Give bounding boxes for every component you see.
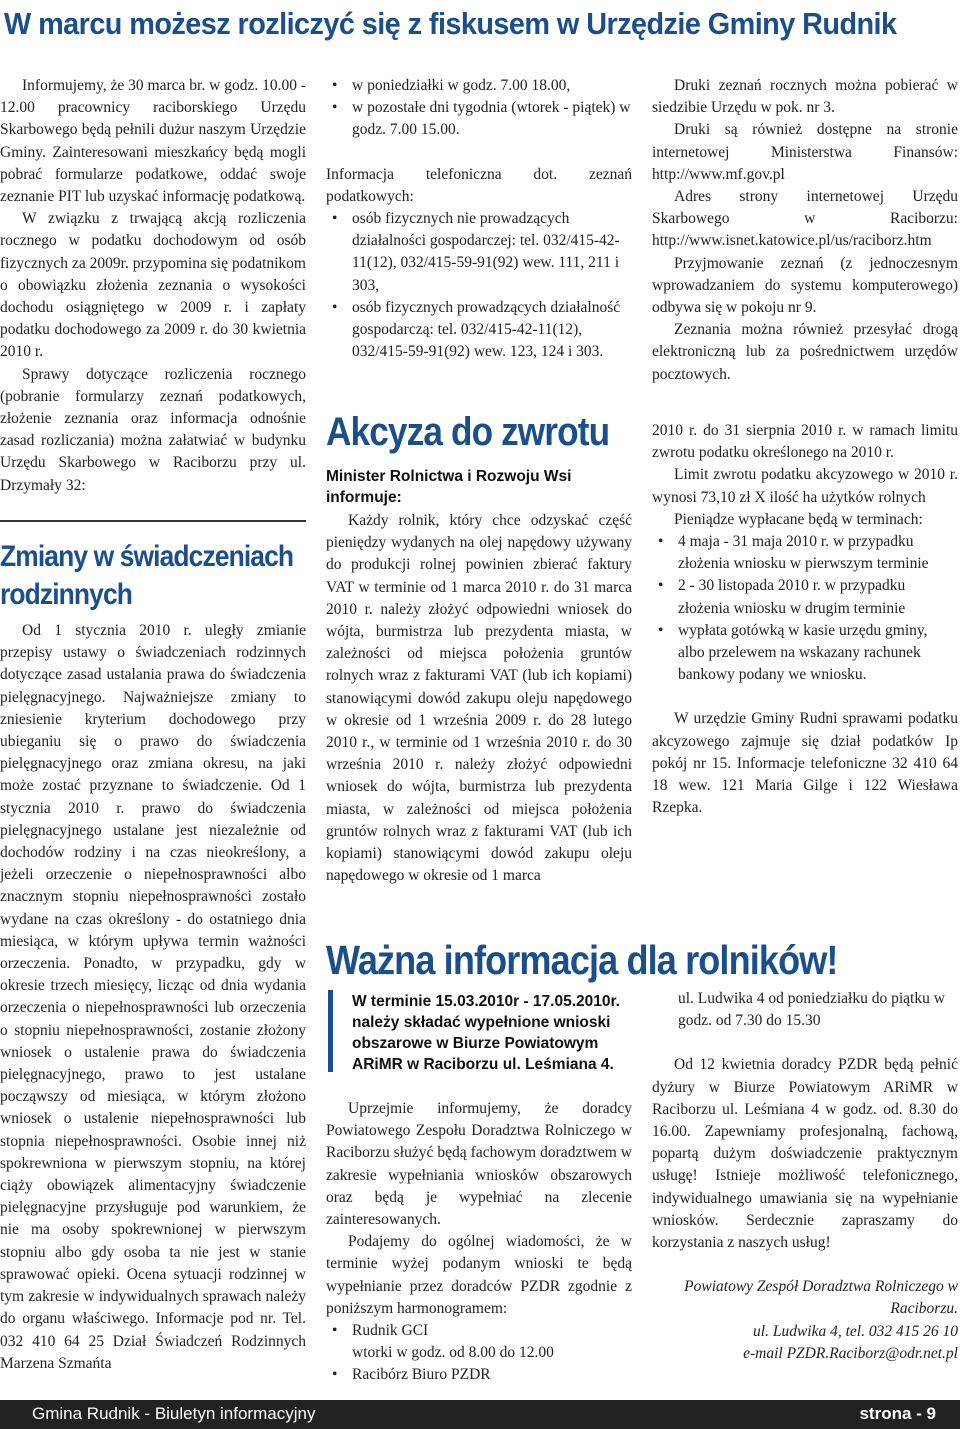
tax-office-article xyxy=(0,75,306,497)
excise-paragraph-4: Pieniądze wypłacane będą w terminach: xyxy=(674,510,923,528)
forms-paragraph: Druki są również dostępne na stronie internetowej Ministerstwa Finansów: http://www.mf.gov.pl xyxy=(652,121,958,183)
excise-paragraph-2: 2010 r. do 31 sierpnia 2010 r. w ramach limitu zwrotu podatku określonego na 2010 r. xyxy=(652,422,958,462)
excise-body xyxy=(326,510,632,887)
signature-line-1: Powiatowy Zespół Doradztwa Rolniczego w Raciborzu. xyxy=(684,1278,958,1318)
phone-list xyxy=(326,208,632,363)
excise-subtitle: Minister Rolnictwa i Rozwoju Wsi informuje: xyxy=(326,468,572,506)
phone-info-label: Informacja telefoniczna dot. zeznań podatkowych: xyxy=(326,165,632,205)
tax-paragraph-2: W związku z trwającą akcją rozliczenia rocznego w podatku dochodowym od osób fizycznych za 2009r. przypomina się podatnikom o obowiązku złożenia zeznania o wysokości dochodu osiągniętego w 2009 r. i zapłaty podatku dochodowego za 2009 r. do 30 kwietnia 2010 r. xyxy=(0,210,306,361)
family-benefits-article xyxy=(0,620,306,1375)
farmers-notice-body xyxy=(326,1098,632,1387)
farmers-notice-subtitle: W terminie 15.03.2010r - 17.05.2010r. należy składać wypełnione wnioski obszarowe w Biurze Powiatowym ARiMR w Raciborzu ul. Leśmiana 4. xyxy=(352,993,620,1073)
office-hours-list xyxy=(326,75,632,142)
schedule-time: wtorki w godz. od 8.00 do 12.00 xyxy=(352,1344,554,1362)
phone-item: • osób fizycznych prowadzących działalność gospodarczą: tel. 032/415-42-11(12), 032/415-59-91(92) wew. 123, 124 i 303. xyxy=(352,297,632,364)
excise-terms-list xyxy=(652,531,958,686)
schedule-continued: ul. Ludwika 4 od poniedziałku do piątku w godz. od 7.30 do 15.30 xyxy=(678,990,945,1030)
signature-line-3: e-mail PZDR.Raciborz@odr.net.pl xyxy=(743,1344,958,1362)
excise-paragraph-3: Limit zwrotu podatku akcyzowego w 2010 r. wynosi 73,10 zł X ilość ha użytków rolnych xyxy=(652,466,958,506)
notice-paragraph-3: Od 12 kwietnia doradcy PZDR będą pełnić dyżury w Biurze Powiatowym ARiMR w Raciborzu ul. Leśmiana 4 w godz. od. 8.30 do 16.00. Zapewniamy profesjonalną, fachową, popartą dużym doświadczenie praktycznym usługę! Istnieje możliwość telefonicznego, indywidualnego umawiania się na wypełnianie wniosków. Serdecznie zapraszamy do korzystania z naszych usług! xyxy=(652,1056,958,1252)
forms-paragraph: Druki zeznań rocznych można pobierać w siedzibie Urzędu w pok. nr 3. xyxy=(652,77,958,117)
schedule-list xyxy=(326,1320,632,1387)
forms-paragraph: Adres strony internetowej Urzędu Skarbowego w Raciborzu: http://www.isnet.katowice.pl/us/raciborz.htm xyxy=(652,188,958,250)
excise-term-item: • 2 - 30 listopada 2010 r. w przypadku złożenia wniosku w drugim terminie xyxy=(678,575,958,619)
family-benefits-title-line-2: rodzinnych xyxy=(0,578,133,611)
notice-accent-bar xyxy=(328,990,333,1072)
farmers-notice-body-continued xyxy=(652,988,958,1365)
page-footer xyxy=(0,1400,960,1429)
schedule-item xyxy=(352,1320,632,1364)
section-divider xyxy=(0,520,306,522)
family-benefits-title-line-1: Zmiany w świadczeniach xyxy=(0,540,294,573)
forms-paragraph: Zeznania można również przesyłać drogą elektroniczną lub za pośrednictwem urzędów pocztowych. xyxy=(652,321,958,383)
excise-term-item: • wypłata gotówką w kasie urzędu gminy, albo przelewem na wskazany rachunek bankowy podany we wniosku. xyxy=(678,620,958,687)
notice-paragraph-2: Podajemy do ogólnej wiadomości, że w terminie wyżej podanym wnioski te będą wypełnianie przez doradców PZDR zgodnie z poniższym harmonogramem: xyxy=(326,1233,632,1317)
schedule-place: Rudnik GCI xyxy=(352,1322,429,1340)
page-title: W marcu możesz rozliczyć się z fiskusem w Urzędzie Gminy Rudnik xyxy=(4,6,897,41)
phone-item: • osób fizycznych nie prowadzących działalności gospodarczej: tel. 032/415-42-11(12), 032/415-59-91(92) wew. 111, 211 i 303, xyxy=(352,208,632,297)
office-hours-item: • w pozostałe dni tygodnia (wtorek - piątek) w godz. 7.00 15.00. xyxy=(352,97,632,141)
office-hours-item: • w poniedziałki w godz. 7.00 18.00, xyxy=(352,75,632,97)
excise-title: Akcyza do zwrotu xyxy=(326,410,610,454)
farmers-notice-title: Ważna informacja dla rolników! xyxy=(326,937,838,983)
notice-paragraph-1: Uprzejmie informujemy, że doradcy Powiatowego Zespołu Doradztwa Rolniczego w Raciborzu służyć będą fachowym doradztwem w zakresie wypełniania wniosków obszarowych oraz będą je wypełniać na zlecenie zainteresowanych. xyxy=(326,1100,632,1229)
excise-paragraph-5: W urzędzie Gminy Rudni sprawami podatku akcyzowego zajmuje się dział podatków Ip pokój nr 15. Informacje telefoniczne 32 410 64 18 wew. 121 Maria Gilge i 122 Wiesława Rzepka. xyxy=(652,710,958,817)
excise-term-item: • 4 maja - 31 maja 2010 r. w przypadku złożenia wniosku w pierwszym terminie xyxy=(678,531,958,575)
footer-page-number: strona - 9 xyxy=(859,1404,936,1423)
tax-paragraph-3: Sprawy dotyczące rozliczenia rocznego (pobranie formularzy zeznań podatkowych, złożenie zeznania oraz informacja odnośnie zasad rozliczania) można załatwiać w budynku Urzędu Skarbowego w Raciborzu przy ul. Drzymały 32: xyxy=(0,365,306,494)
forms-info-block xyxy=(652,75,958,386)
family-benefits-heading xyxy=(0,538,306,614)
family-benefits-body: Od 1 stycznia 2010 r. uległy zmianie przepisy ustawy o świadczeniach rodzinnych dotyczące zasad ustalania prawa do świadczenia pielęgnacyjnego. Najważniejsze zmiany to zniesienie kryterium dochodowego przy ubieganiu się o prawo do świadczenia pielęgnacyjnego oraz zmiana okresu, na jaki może zostać przyznane to świadczenie. Od 1 stycznia 2010 r. prawo do świadczenia pielęgnacyjnego ustalane jest niezależnie od dochodów rodziny i na czas nieokreślony, a jeżeli orzeczenie o niepełnosprawności albo znacznym stopniu niepełnosprawności zostało wydane na czas określony - do ostatniego dnia miesiąca, w którym upływa termin ważności orzeczenia. Ponadto, w przypadku, gdy w okresie trzech miesięcy, licząc od dnia wydania orzeczenia o niepełnosprawności lub orzeczenia o stopniu niepełnosprawności, zostanie złożony wniosek o ustalenie prawa do świadczenia pielęgnacyjnego, prawo to jest ustalane począwszy od miesiąca, w którym złożono wniosek o ustalenie niepełnosprawności lub stopnia niepełnosprawności. Osobie innej niż spokrewniona w pierwszym stopniu, na której ciąży obowiązek alimentacyjny świadczenie pielęgnacyjne przysługuje pod warunkiem, że nie ma osoby spokrewnionej w pierwszym stopniu albo gdy osoba ta nie jest w stanie sprawować opieki. Ocena sytuacji rodzinnej w tym zakresie w indywidualnych sprawach należy do organu właściwego. Informacje pod nr. Tel. 032 410 64 25 Dział Świadczeń Rodzinnych Marzena Szmańta xyxy=(0,622,306,1372)
tax-paragraph-1: Informujemy, że 30 marca br. w godz. 10.00 - 12.00 pracownicy raciborskiego Urzędu Skarbowego będą pełnili dużur naszym Urzędzie Gminy. Zainteresowani mieszkańcy będą mogli pobrać formularze podatkowe, oddać swoje zeznanie PIT lub uzyskać informację podatkową. xyxy=(0,77,306,206)
office-hours-block xyxy=(326,75,632,363)
signature-line-2: ul. Ludwika 4, tel. 032 415 26 10 xyxy=(753,1322,958,1340)
page-header xyxy=(0,0,960,70)
forms-paragraph: Przyjmowanie zeznań (z jednoczesnym wprowadzaniem do systemu komputerowego) odbywa się w pokoju nr 9. xyxy=(652,254,958,317)
schedule-item: • Racibórz Biuro PZDR xyxy=(352,1364,632,1386)
excise-paragraph-1: Każdy rolnik, który chce odzyskać część pieniędzy wydanych na olej napędowy używany do produkcji rolnej powinien zbierać faktury VAT w terminie od 1 marca 2010 r. do 31 marca 2010 r. należy złożyć odpowiedni wniosek do wójta, burmistrza lub prezydenta miasta, w zależności od miejsca położenia gruntów rolnych wraz z fakturami VAT (lub ich kopiami) stanowiącymi dowód zakupu oleju napędowego w okresie od 1 września 2009 r. do 28 lutego 2010 r., w terminie od 1 września 2010 r. do 30 września 2010 r. należy złożyć odpowiedni wniosek do wójta, burmistrza lub prezydenta miasta, w zależności od miejsca położenia gruntów rolnych wraz z fakturami VAT (lub ich kopiami) stanowiącymi dowód zakupu oleju napędowego w okresie od 1 marca xyxy=(326,512,632,885)
footer-publication: Gmina Rudnik - Biuletyn informacyjny xyxy=(32,1404,316,1423)
excise-body-continued xyxy=(652,420,958,819)
